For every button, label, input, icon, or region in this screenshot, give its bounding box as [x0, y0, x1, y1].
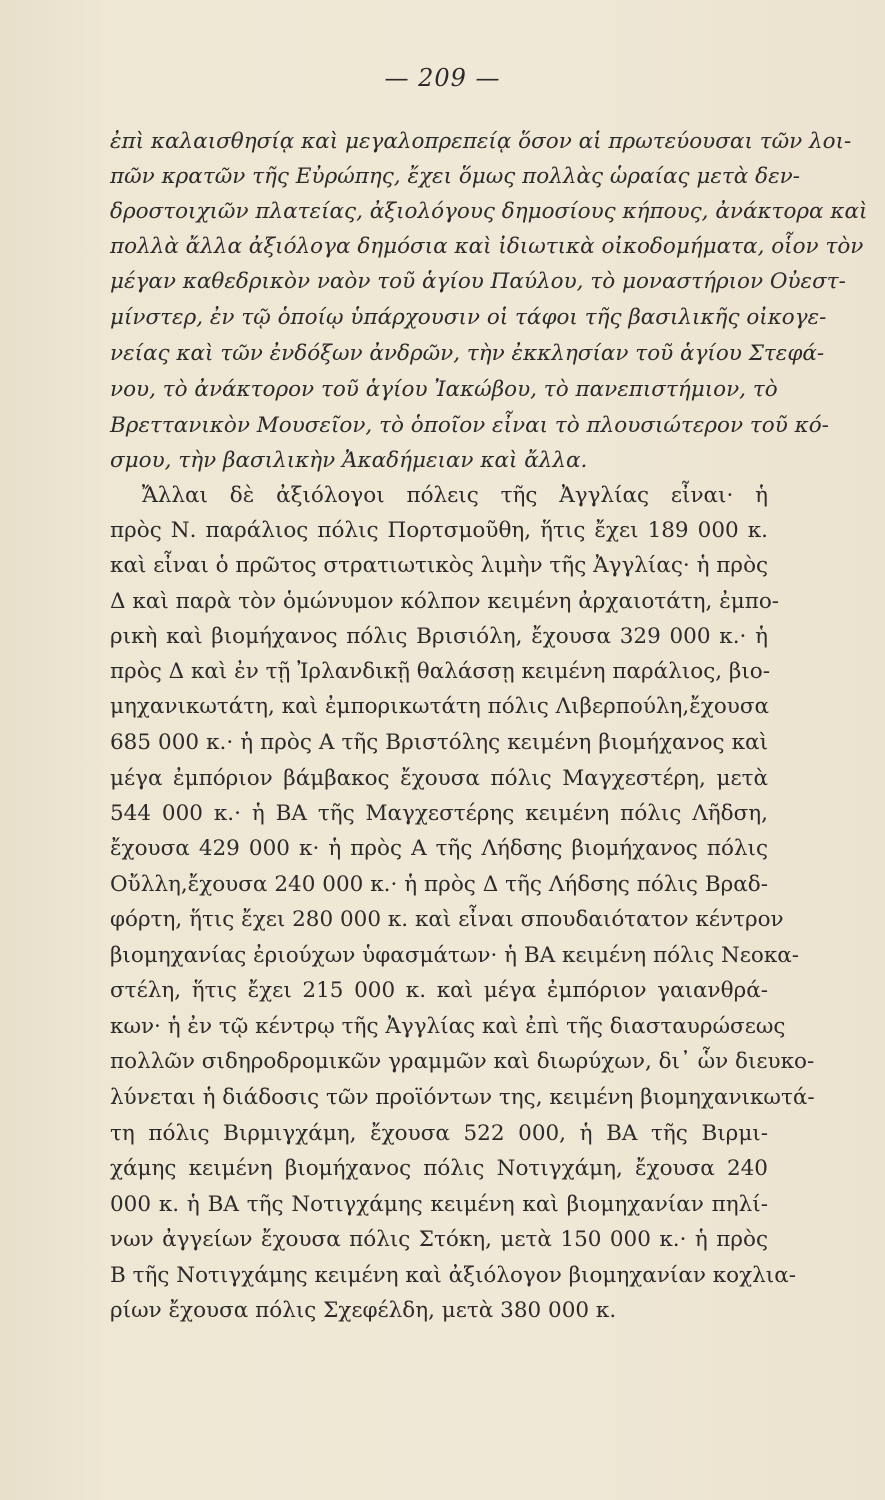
text-line: κων· ἡ ἐν τῷ κέντρῳ τῆς Ἀγγλίας καὶ ἐπὶ τῆς διασταυρώσεως — [110, 1014, 786, 1039]
text-line: 685 000 κ.· ἡ πρὸς Α τῆς Βριστόλης κειμένη βιομήχανος καὶ — [110, 730, 768, 755]
text-line: στέλη, ἥτις ἔχει 215 000 κ. καὶ μέγα ἐμπόριον γαιανθρά- — [110, 978, 768, 1003]
text-line: μίνστερ, ἐν τῷ ὁποίῳ ὑπάρχουσιν οἱ τάφοι τῆς βασιλικῆς οἰκογε- — [110, 305, 827, 330]
paragraph-start-line: Ἄλλαι δὲ ἀξιόλογοι πόλεις τῆς Ἀγγλίας εἶναι· ἡ — [142, 483, 768, 508]
text-line: καὶ εἶναι ὁ πρῶτος στρατιωτικὸς λιμὴν τῆς Ἀγγλίας· ἡ πρὸς — [110, 553, 769, 578]
text-line: δροστοιχιῶν πλατείας, ἀξιολόγους δημοσίους κήπους, ἀνάκτορα καὶ — [110, 199, 868, 224]
text-line: 544 000 κ.· ἡ ΒΑ τῆς Μαγχεστέρης κειμένη πόλις Λῆδση, — [110, 801, 768, 826]
text-line: ἔχουσα 429 000 κ· ἡ πρὸς Α τῆς Λήδσης βιομήχανος πόλις — [110, 836, 768, 861]
text-line: 000 κ. ἡ ΒΑ τῆς Νοτιγχάμης κειμένη καὶ βιομηχανίαν πηλί- — [110, 1192, 768, 1217]
text-line: Βρεττανικὸν Μουσεῖον, τὸ ὁποῖον εἶναι τὸ πλουσιώτερον τοῦ κό- — [110, 413, 829, 438]
text-line: πρὸς Δ καὶ ἐν τῇ Ἰρλανδικῇ θαλάσσῃ κειμένη παράλιος, βιο- — [110, 659, 770, 684]
text-line: χάμης κειμένη βιομήχανος πόλις Νοτιγχάμη, ἔχουσα 240 — [110, 1156, 768, 1181]
text-line: νείας καὶ τῶν ἐνδόξων ἀνδρῶν, τὴν ἐκκλησίαν τοῦ ἁγίου Στεφά- — [110, 341, 825, 366]
text-line: μέγαν καθεδρικὸν ναὸν τοῦ ἁγίου Παύλου, τὸ μοναστήριον Οὐεστ- — [110, 269, 846, 294]
text-line: πρὸς Ν. παράλιος πόλις Πορτσμοῦθη, ἥτις ἔχει 189 000 κ. — [110, 518, 768, 543]
text-line: μέγα ἐμπόριον βάμβακος ἔχουσα πόλις Μαγχεστέρη, μετὰ — [110, 766, 768, 791]
text-line: φόρτη, ἥτις ἔχει 280 000 κ. καὶ εἶναι σπουδαιότατον κέντρον — [110, 907, 784, 932]
text-line: βιομηχανίας ἐριούχων ὑφασμάτων· ἡ ΒΑ κειμένη πόλις Νεοκα- — [110, 943, 800, 968]
text-line: ρικὴ καὶ βιομήχανος πόλις Βρισιόλη, ἔχουσα 329 000 κ.· ἡ — [110, 624, 768, 649]
text-line: τη πόλις Βιρμιγχάμη, ἔχουσα 522 000, ἡ ΒΑ τῆς Βιρμι- — [110, 1121, 768, 1146]
text-line: λύνεται ἡ διάδοσις τῶν προϊόντων της, κειμένη βιομηχανικωτά- — [110, 1085, 815, 1110]
text-line: πολλὰ ἄλλα ἀξιόλογα δημόσια καὶ ἰδιωτικὰ οἰκοδομήματα, οἷον τὸν — [110, 234, 864, 259]
text-line: Οὔλλη,ἔχουσα 240 000 κ.· ἡ πρὸς Δ τῆς Λήδσης πόλις Βραδ- — [110, 872, 768, 897]
text-line: ρίων ἔχουσα πόλις Σχεφέλδη, μετὰ 380 000 κ. — [110, 1298, 617, 1323]
text-line: μηχανικωτάτη, καὶ ἐμπορικωτάτη πόλις Λιβερπούλη,ἔχουσα — [110, 694, 770, 719]
page-number: — 209 — — [384, 64, 501, 92]
text-line: πολλῶν σιδηροδρομικῶν γραμμῶν καὶ διωρύχων, δι᾽ ὧν διευκο- — [110, 1049, 815, 1074]
text-line: νων ἀγγείων ἔχουσα πόλις Στόκη, μετὰ 150 000 κ.· ἡ πρὸς — [110, 1227, 768, 1252]
text-line: ἐπὶ καλαισθησίᾳ καὶ μεγαλοπρεπείᾳ ὅσον αἱ πρωτεύουσαι τῶν λοι- — [110, 129, 852, 154]
text-line: νου, τὸ ἀνάκτορον τοῦ ἁγίου Ἰακώβου, τὸ πανεπιστήμιον, τὸ — [110, 377, 778, 402]
text-line: πῶν κρατῶν τῆς Εὐρώπης, ἔχει ὅμως πολλὰς ὡραίας μετὰ δεν- — [110, 164, 800, 189]
text-line: σμου, τὴν βασιλικὴν Ἀκαδήμειαν καὶ ἄλλα. — [110, 448, 588, 473]
text-line: Δ καὶ παρὰ τὸν ὁμώνυμον κόλπον κειμένη ἀρχαιοτάτη, ἐμπο- — [110, 589, 780, 614]
text-line: Β τῆς Νοτιγχάμης κειμένη καὶ ἀξιόλογον βιομηχανίαν κοχλια- — [110, 1263, 796, 1288]
